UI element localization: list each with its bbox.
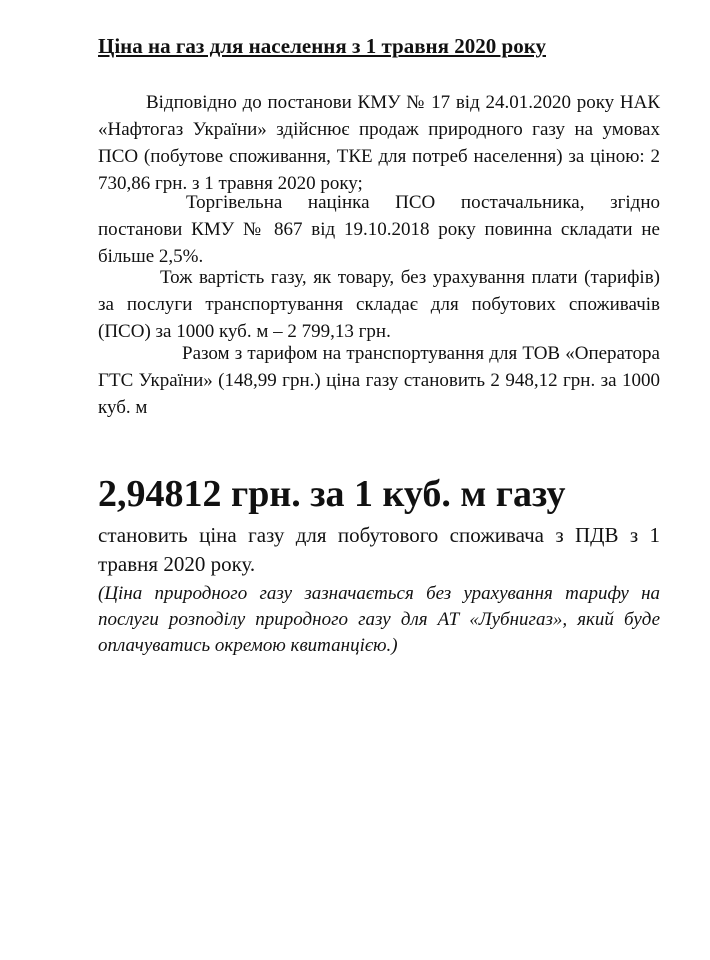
paragraph-pso-price: Відповідно до постанови КМУ № 17 від 24.01.2020 року НАК «Нафтогаз України» здійснює продаж природного газу на умовах ПСО (побутове споживання, ТКЕ для потреб населення) за ціною: 2 730,86 грн. з 1 травня 2020 року; (98, 92, 660, 194)
paragraph-total-with-transport: Разом з тарифом на транспортування для ТОВ «Оператора ГТС України» (148,99 грн.) ціна газу становить 2 948,12 грн. за 1000 куб. м (98, 343, 660, 418)
distribution-note: (Ціна природного газу зазначається без урахування тарифу на послуги розподілу природного газу для АТ «Лубнигаз», який буде оплачуватись окремою квитанцією.) (98, 583, 660, 656)
paragraph-trade-markup: Торгівельна націнка ПСО постачальника, згідно постанови КМУ № 867 від 19.10.2018 року повинна складати не більше 2,5%. (98, 192, 660, 267)
document-title: Ціна на газ для населення з 1 травня 2020 року (98, 34, 546, 58)
paragraph-gas-cost: Тож вартість газу, як товару, без урахування плати (тарифів) за послуги транспортування складає для побутових споживачів (ПСО) за 1000 куб. м – 2 799,13 грн. (98, 267, 660, 342)
headline-price: 2,94812 грн. за 1 куб. м газу (98, 473, 566, 515)
headline-caption: становить ціна газу для побутового споживача з ПДВ з 1 травня 2020 року. (98, 523, 660, 576)
